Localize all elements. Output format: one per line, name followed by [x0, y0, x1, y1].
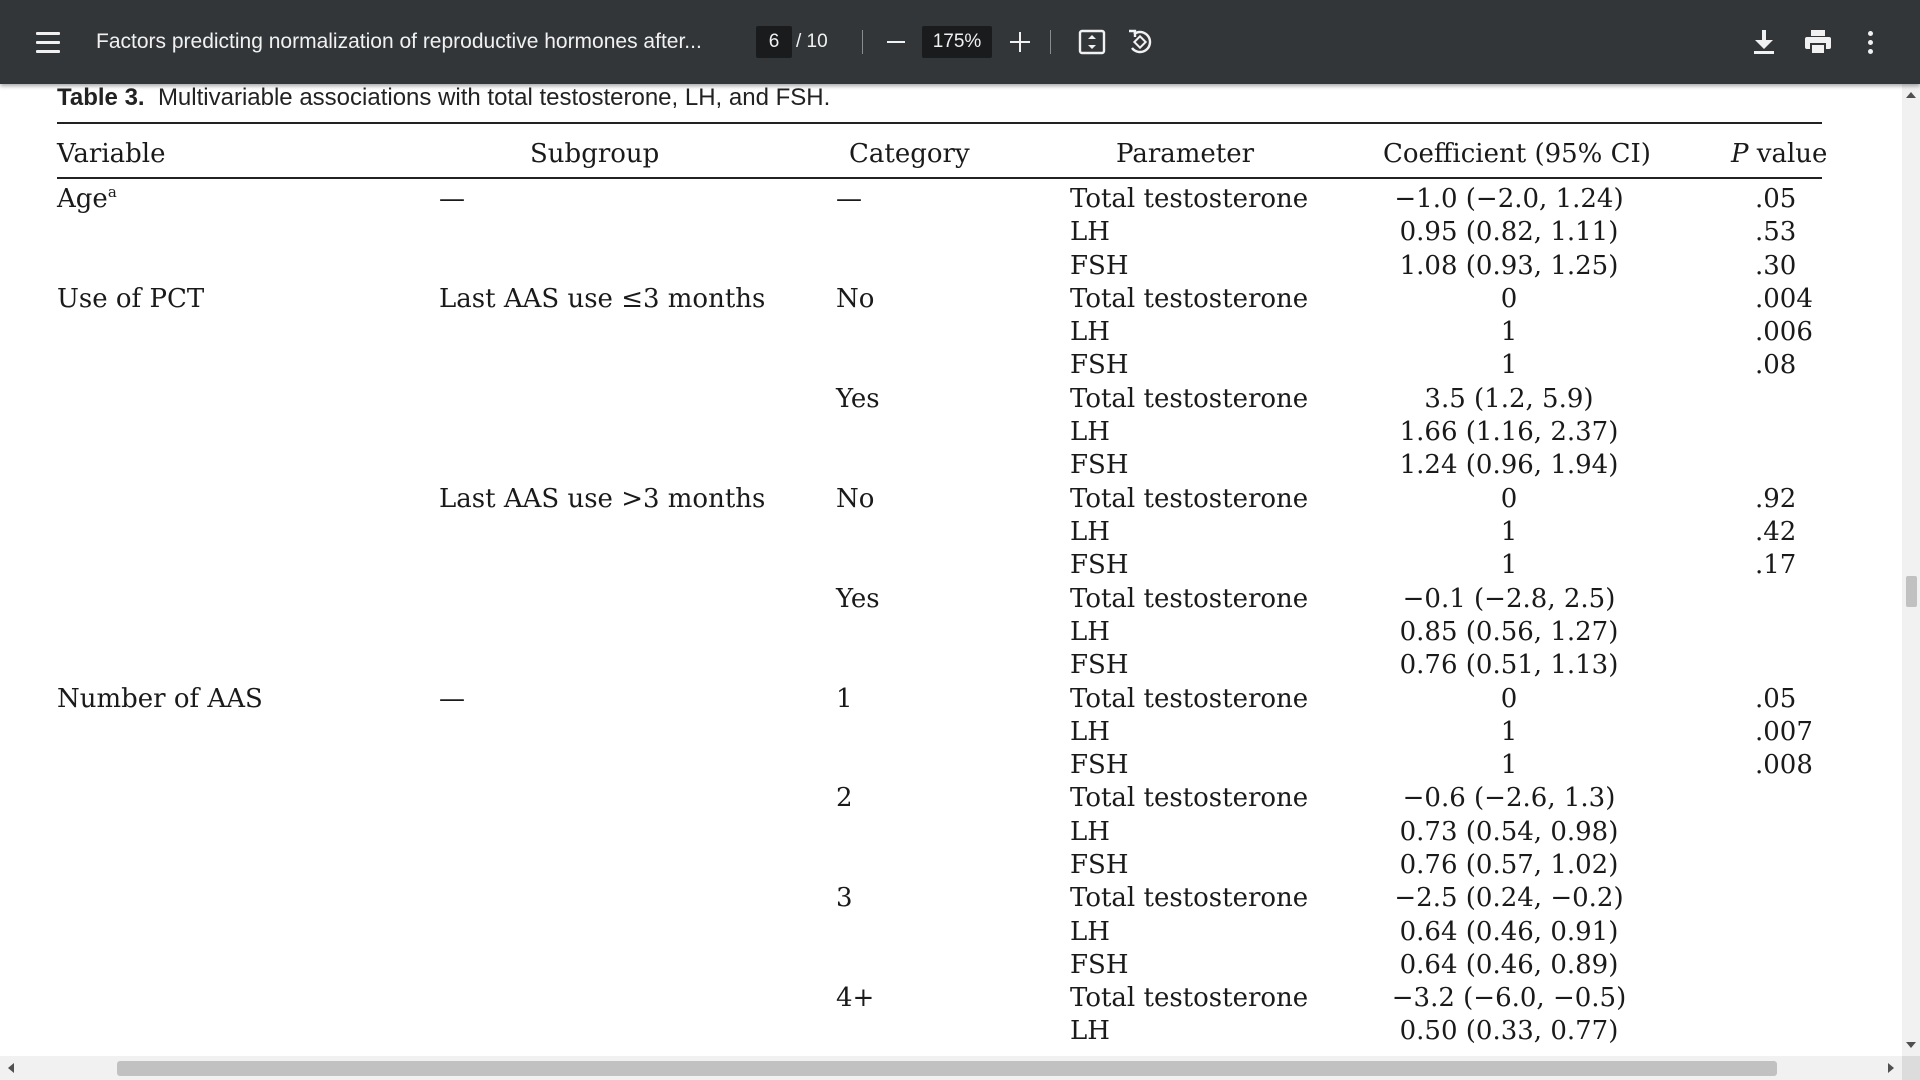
cell-parameter [1070, 583, 1308, 683]
coefficient-line: 0.73 (0.54, 0.98) [1399, 816, 1619, 847]
scroll-right-arrow-icon[interactable] [1888, 1063, 1894, 1073]
page-total: / 10 [796, 31, 828, 52]
cell-p-value [1755, 183, 1796, 283]
table-row [0, 982, 1902, 1056]
cell-parameter [1070, 782, 1308, 882]
menu-icon[interactable] [30, 22, 66, 62]
cell-category: — [836, 184, 862, 214]
cell-variable [57, 683, 263, 716]
p-value-line: .004 [1755, 283, 1813, 314]
parameter-line: FSH [1070, 650, 1129, 681]
p-value-line: .53 [1755, 217, 1797, 248]
parameter-line: LH [1070, 616, 1110, 647]
cell-variable [57, 183, 117, 216]
parameter-line: LH [1070, 1016, 1110, 1047]
cell-parameter [1070, 283, 1308, 383]
cell-category: 3 [836, 883, 853, 914]
cell-parameter [1070, 383, 1308, 483]
cell-category: 2 [836, 783, 853, 814]
cell-category: No [836, 283, 875, 314]
coefficient-line: 0 [1500, 283, 1518, 314]
header-p-rest: value [1748, 139, 1828, 169]
table-row [0, 483, 1902, 583]
parameter-line: LH [1070, 716, 1110, 747]
p-value-line: .007 [1755, 716, 1813, 747]
table-row [0, 782, 1902, 882]
p-value-line: .92 [1755, 483, 1797, 514]
variable-text: Age [57, 184, 108, 214]
parameter-line: FSH [1070, 750, 1129, 781]
cell-category: 1 [836, 683, 853, 714]
more-options-icon[interactable] [1858, 26, 1882, 58]
cell-p-value [1755, 483, 1796, 583]
parameter-line: FSH [1070, 849, 1129, 880]
coefficient-line: 0.85 (0.56, 1.27) [1399, 616, 1619, 647]
cell-parameter [1070, 882, 1308, 982]
cell-subgroup: — [439, 184, 465, 214]
parameter-line: Total testosterone [1070, 483, 1309, 514]
p-value-line: .30 [1755, 250, 1797, 281]
parameter-line: LH [1070, 516, 1110, 547]
document-title: Factors predicting normalization of reproductive hormones after... [96, 30, 702, 53]
pdf-toolbar [0, 0, 1920, 84]
fit-page-icon[interactable] [1076, 26, 1108, 58]
variable-text: Number of AAS [57, 683, 263, 714]
p-value-line: .42 [1755, 516, 1797, 547]
p-value-line: .05 [1755, 184, 1797, 214]
coefficient-line: 0.95 (0.82, 1.11) [1399, 217, 1619, 248]
pdf-page [0, 84, 1902, 1056]
parameter-line: FSH [1070, 550, 1129, 581]
table-header-rule [57, 177, 1822, 179]
table-caption [57, 84, 830, 112]
cell-parameter [1070, 683, 1308, 783]
coefficient-line: 1 [1500, 516, 1518, 547]
cell-variable [57, 283, 204, 316]
coefficient-line: 0 [1500, 483, 1518, 514]
vertical-scroll-thumb[interactable] [1906, 576, 1917, 607]
coefficient-line: 1.24 (0.96, 1.94) [1399, 450, 1619, 481]
cell-parameter [1070, 183, 1308, 283]
toolbar-divider [862, 30, 863, 54]
parameter-line: FSH [1070, 450, 1129, 481]
coefficient-line: 1 [1500, 550, 1518, 581]
parameter-line: LH [1070, 417, 1110, 448]
cell-subgroup: — [439, 683, 465, 714]
coefficient-line: 1.08 (0.93, 1.25) [1399, 250, 1619, 281]
variable-text: Use of PCT [57, 283, 205, 314]
cell-subgroup: Last AAS use ≤3 months [439, 283, 766, 314]
cell-p-value [1755, 683, 1813, 783]
horizontal-scroll-thumb[interactable] [117, 1061, 1777, 1076]
table-row [0, 183, 1902, 283]
coefficient-line: 0.76 (0.57, 1.02) [1399, 849, 1619, 880]
p-value-line: .08 [1755, 350, 1797, 381]
cell-parameter [1070, 982, 1308, 1049]
scrollbar-corner [1902, 1056, 1920, 1080]
parameter-line: FSH [1070, 250, 1129, 281]
zoom-level-input[interactable]: 175% [922, 26, 992, 58]
coefficient-line: 1 [1500, 317, 1518, 348]
parameter-line: Total testosterone [1070, 583, 1309, 614]
coefficient-line: −0.1 (−2.8, 2.5) [1402, 583, 1616, 614]
horizontal-scrollbar[interactable] [0, 1056, 1902, 1080]
coefficient-line: 0.64 (0.46, 0.89) [1399, 949, 1619, 980]
coefficient-line: 0 [1500, 683, 1518, 714]
table-caption-label: Table 3. [57, 84, 145, 111]
parameter-line: Total testosterone [1070, 983, 1309, 1014]
p-value-line: .17 [1755, 550, 1797, 581]
header-p-italic: P [1731, 139, 1749, 169]
cell-parameter [1070, 483, 1308, 583]
table-row [0, 683, 1902, 783]
coefficient-line: 0.50 (0.33, 0.77) [1399, 1016, 1619, 1047]
coefficient-line: −1.0 (−2.0, 1.24) [1394, 184, 1624, 214]
p-value-line: .006 [1755, 317, 1813, 348]
coefficient-line: 0.76 (0.51, 1.13) [1399, 650, 1619, 681]
parameter-line: Total testosterone [1070, 283, 1309, 314]
coefficient-line: 0.64 (0.46, 0.91) [1399, 916, 1619, 947]
p-value-line: .05 [1755, 683, 1797, 714]
p-value-line: .008 [1755, 750, 1813, 781]
parameter-line: LH [1070, 217, 1110, 248]
coefficient-line: 1 [1500, 350, 1518, 381]
header-subgroup: Subgroup [530, 139, 660, 169]
print-icon[interactable] [1801, 26, 1835, 58]
coefficient-line: 1.66 (1.16, 2.37) [1399, 417, 1619, 448]
parameter-line: Total testosterone [1070, 683, 1309, 714]
table-row [0, 383, 1902, 483]
zoom-in-icon[interactable] [1004, 26, 1036, 58]
cell-subgroup: Last AAS use >3 months [439, 483, 766, 514]
scroll-down-arrow-icon[interactable] [1906, 1042, 1916, 1048]
parameter-line: Total testosterone [1070, 783, 1309, 814]
parameter-line: LH [1070, 816, 1110, 847]
table-top-rule [57, 122, 1822, 124]
header-coefficient: Coefficient (95% CI) [1383, 139, 1651, 169]
parameter-line: LH [1070, 916, 1110, 947]
header-parameter: Parameter [1116, 139, 1255, 169]
table-row [0, 283, 1902, 383]
table-row [0, 583, 1902, 683]
coefficient-line: 1 [1500, 750, 1518, 781]
parameter-line: Total testosterone [1070, 883, 1309, 914]
download-icon[interactable] [1748, 26, 1780, 58]
parameter-line: Total testosterone [1070, 383, 1309, 414]
header-category: Category [849, 139, 970, 169]
parameter-line: LH [1070, 317, 1110, 348]
scroll-left-arrow-icon[interactable] [8, 1063, 14, 1073]
cell-p-value [1755, 283, 1813, 383]
zoom-out-icon[interactable] [880, 26, 912, 58]
parameter-line: FSH [1070, 350, 1129, 381]
header-p-value [1731, 132, 1827, 176]
cell-category: Yes [836, 383, 880, 414]
rotate-icon[interactable] [1124, 26, 1156, 58]
coefficient-line: −3.2 (−6.0, −0.5) [1391, 983, 1627, 1014]
parameter-line: FSH [1070, 949, 1129, 980]
coefficient-line: −2.5 (0.24, −0.2) [1394, 883, 1624, 914]
toolbar-divider [1050, 30, 1051, 54]
page-number-input[interactable]: 6 [756, 26, 792, 58]
coefficient-line: 3.5 (1.2, 5.9) [1424, 383, 1594, 414]
cell-category: 4+ [836, 983, 875, 1014]
variable-footnote-marker: a [107, 183, 117, 201]
cell-category: No [836, 483, 875, 514]
coefficient-line: 1 [1500, 716, 1518, 747]
coefficient-line: −0.6 (−2.6, 1.3) [1402, 783, 1616, 814]
header-variable: Variable [57, 139, 166, 169]
parameter-line: Total testosterone [1070, 184, 1309, 214]
cell-category: Yes [836, 583, 880, 614]
vertical-scrollbar[interactable] [1902, 84, 1920, 1056]
scroll-up-arrow-icon[interactable] [1906, 92, 1916, 98]
table-caption-text: Multivariable associations with total testosterone, LH, and FSH. [157, 84, 831, 111]
table-row [0, 882, 1902, 982]
